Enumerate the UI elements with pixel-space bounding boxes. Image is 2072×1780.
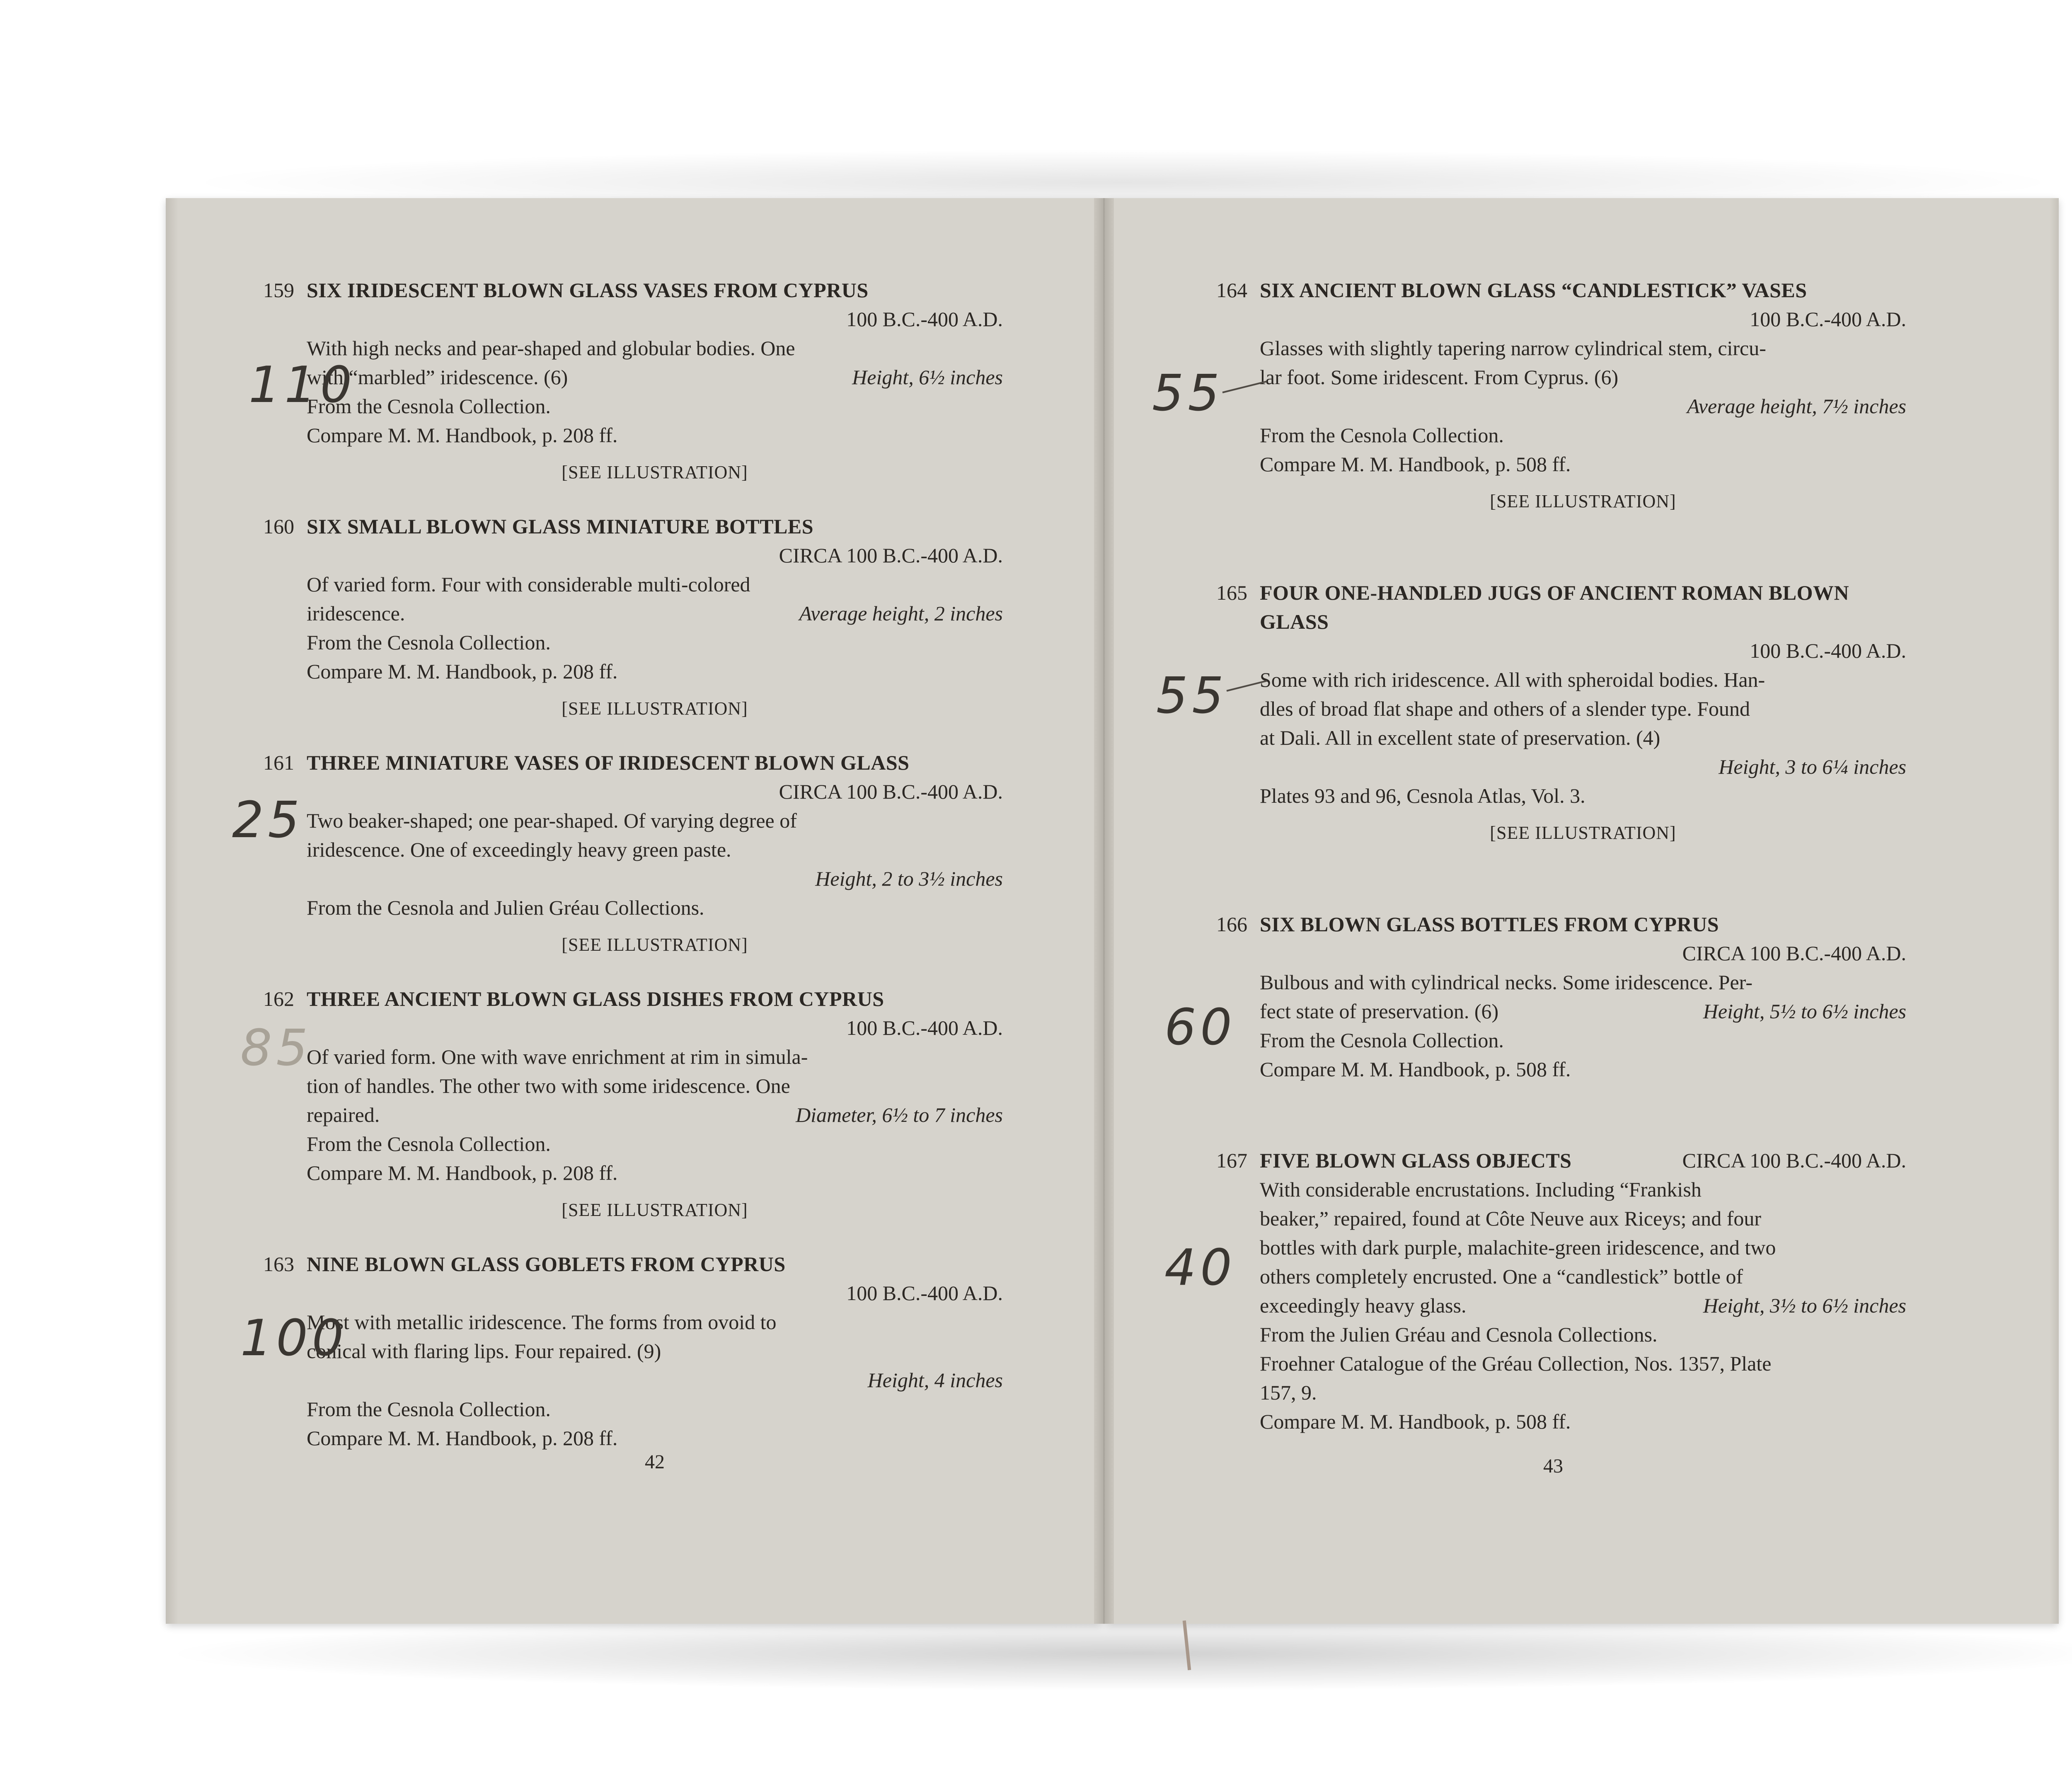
lot-note: Plates 93 and 96, Cesnola Atlas, Vol. 3. [1260,784,1585,807]
lot-description-line: lar foot. Some iridescent. From Cyprus. (6) [1260,366,1619,389]
lot-description-line: iridescence. [307,602,405,625]
catalog-entry-166 [1216,910,1906,1084]
catalog-entry-167 [1216,1146,1906,1436]
lot-date: 100 B.C.-400 A.D. [846,308,1003,331]
lot-description-line: iridescence. One of exceedingly heavy green paste. [307,838,731,861]
lot-note: From the Cesnola Collection. [1260,424,1504,447]
catalog-entry-164 [1216,276,1906,516]
lot-description-line: fect state of preservation. (6) [1260,1000,1499,1023]
lot-title: FIVE BLOWN GLASS OBJECTS [1260,1149,1572,1172]
handwritten-price: 55 [1152,365,1224,422]
lot-description-line: Of varied form. Four with considerable multi-colored [307,573,750,596]
lot-height: Height, 6½ inches [852,366,1003,389]
lot-note: From the Cesnola Collection. [1260,1029,1504,1052]
lot-height: Height, 3 to 6¼ inches [1719,755,1906,778]
lot-title: THREE MINIATURE VASES OF IRIDESCENT BLOWN GLASS [307,751,910,774]
handwritten-price: 60 [1164,999,1236,1056]
lot-note: 157, 9. [1260,1381,1317,1404]
lot-title: FOUR ONE-HANDLED JUGS OF ANCIENT ROMAN BLOWN GLASS [1260,581,1849,633]
lot-description-line: Most with metallic iridescence. The forms from ovoid to [307,1310,777,1334]
lot-description-line: others completely encrusted. One a “candlestick” bottle of [1260,1265,1743,1288]
lot-number: 165 [1216,581,1247,604]
page-number-left: 42 [645,1451,665,1473]
lot-date: CIRCA 100 B.C.-400 A.D. [1682,1149,1906,1172]
lot-description-line: beaker,” repaired, found at Côte Neuve aux Riceys; and four [1260,1207,1762,1230]
see-illustration: [SEE ILLUSTRATION] [1490,491,1676,511]
see-illustration: [SEE ILLUSTRATION] [562,462,748,482]
lot-description-line: repaired. [307,1103,380,1126]
lot-note: From the Cesnola Collection. [307,1397,551,1421]
lot-description-line: Of varied form. One with wave enrichment at rim in simula- [307,1045,808,1068]
lot-date: CIRCA 100 B.C.-400 A.D. [779,544,1003,567]
lot-number: 160 [263,515,294,538]
lot-height: Height, 2 to 3½ inches [815,867,1003,890]
lot-number: 167 [1216,1149,1247,1172]
lot-title: SIX IRIDESCENT BLOWN GLASS VASES FROM CYPRUS [307,279,869,302]
lot-description-line: bottles with dark purple, malachite-green iridescence, and two [1260,1236,1776,1259]
lot-description-line: conical with flaring lips. Four repaired. (9) [307,1339,661,1363]
handwritten-price: 25 [232,792,304,849]
see-illustration: [SEE ILLUSTRATION] [562,935,748,955]
lot-number: 163 [263,1252,294,1276]
lot-title: SIX ANCIENT BLOWN GLASS “CANDLESTICK” VASES [1260,279,1807,302]
lot-date: 100 B.C.-400 A.D. [1750,308,1906,331]
handwritten-price: 110 [249,356,356,414]
catalog-entry-165 [1216,578,1906,848]
lot-description-line: Glasses with slightly tapering narrow cylindrical stem, circu- [1260,337,1766,360]
lot-note: Compare M. M. Handbook, p. 208 ff. [307,1161,618,1184]
lot-height: Average height, 7½ inches [1687,395,1906,418]
catalog-entry-163 [263,1250,1003,1453]
handwritten-price: 40 [1164,1239,1236,1297]
lot-note: From the Julien Gréau and Cesnola Collections. [1260,1323,1658,1346]
lot-description-line: tion of handles. The other two with some iridescence. One [307,1074,790,1097]
book-shadow [157,1616,2072,1691]
see-illustration: [SEE ILLUSTRATION] [1490,823,1676,843]
lot-description-line: exceedingly heavy glass. [1260,1294,1467,1317]
lot-height: Diameter, 6½ to 7 inches [796,1103,1003,1126]
lot-note: From the Cesnola Collection. [307,1132,551,1155]
lot-number: 162 [263,987,294,1010]
catalog-entry-160 [263,512,1003,723]
lot-title: SIX BLOWN GLASS BOTTLES FROM CYPRUS [1260,913,1719,936]
lot-description-line: dles of broad flat shape and others of a slender type. Found [1260,697,1750,720]
lot-title: NINE BLOWN GLASS GOBLETS FROM CYPRUS [307,1252,786,1276]
book-gutter [1094,198,1114,1624]
lot-note: Compare M. M. Handbook, p. 208 ff. [307,424,618,447]
lot-date: 100 B.C.-400 A.D. [846,1281,1003,1305]
lot-description-line: at Dali. All in excellent state of preservation. (4) [1260,726,1661,749]
lot-date: CIRCA 100 B.C.-400 A.D. [779,780,1003,803]
lot-number: 166 [1216,913,1247,936]
lot-note: Compare M. M. Handbook, p. 508 ff. [1260,1058,1571,1081]
lot-description-line: With considerable encrustations. Including “Frankish [1260,1178,1702,1201]
lot-title: SIX SMALL BLOWN GLASS MINIATURE BOTTLES [307,515,814,538]
right-page-content [1216,276,1906,1461]
lot-note: From the Cesnola Collection. [307,631,551,654]
lot-note: Compare M. M. Handbook, p. 208 ff. [307,1426,618,1450]
lot-description-line: With high necks and pear-shaped and globular bodies. One [307,337,795,360]
lot-height: Height, 4 inches [867,1368,1003,1392]
handwritten-price: 100 [240,1310,348,1367]
lot-date: CIRCA 100 B.C.-400 A.D. [1682,942,1906,965]
lot-number: 161 [263,751,294,774]
lot-note: Compare M. M. Handbook, p. 208 ff. [307,660,618,683]
lot-note: From the Cesnola and Julien Gréau Collections. [307,896,704,919]
lot-description-line: with “marbled” iridescence. (6) [307,366,568,389]
lot-title: THREE ANCIENT BLOWN GLASS DISHES FROM CYPRUS [307,987,884,1010]
lot-note: Froehner Catalogue of the Gréau Collection, Nos. 1357, Plate [1260,1352,1772,1375]
lot-note: Compare M. M. Handbook, p. 508 ff. [1260,1410,1571,1433]
lot-date: 100 B.C.-400 A.D. [1750,639,1906,662]
lot-height: Height, 5½ to 6½ inches [1703,1000,1906,1023]
handwritten-price: 85 [240,1020,312,1077]
lot-description-line: Bulbous and with cylindrical necks. Some iridescence. Per- [1260,971,1752,994]
lot-note: Compare M. M. Handbook, p. 508 ff. [1260,453,1571,476]
lot-height: Height, 3½ to 6½ inches [1703,1294,1906,1317]
lot-description-line: Two beaker-shaped; one pear-shaped. Of varying degree of [307,809,797,832]
lot-number: 159 [263,279,294,302]
lot-note: From the Cesnola Collection. [307,395,551,418]
lot-date: 100 B.C.-400 A.D. [846,1016,1003,1039]
lot-description-line: Some with rich iridescence. All with spheroidal bodies. Han- [1260,668,1765,691]
page-number-right: 43 [1543,1455,1563,1477]
handwritten-price: 55 [1156,667,1228,725]
lot-height: Average height, 2 inches [799,602,1003,625]
lot-number: 164 [1216,279,1247,302]
see-illustration: [SEE ILLUSTRATION] [562,1200,748,1220]
see-illustration: [SEE ILLUSTRATION] [562,698,748,719]
